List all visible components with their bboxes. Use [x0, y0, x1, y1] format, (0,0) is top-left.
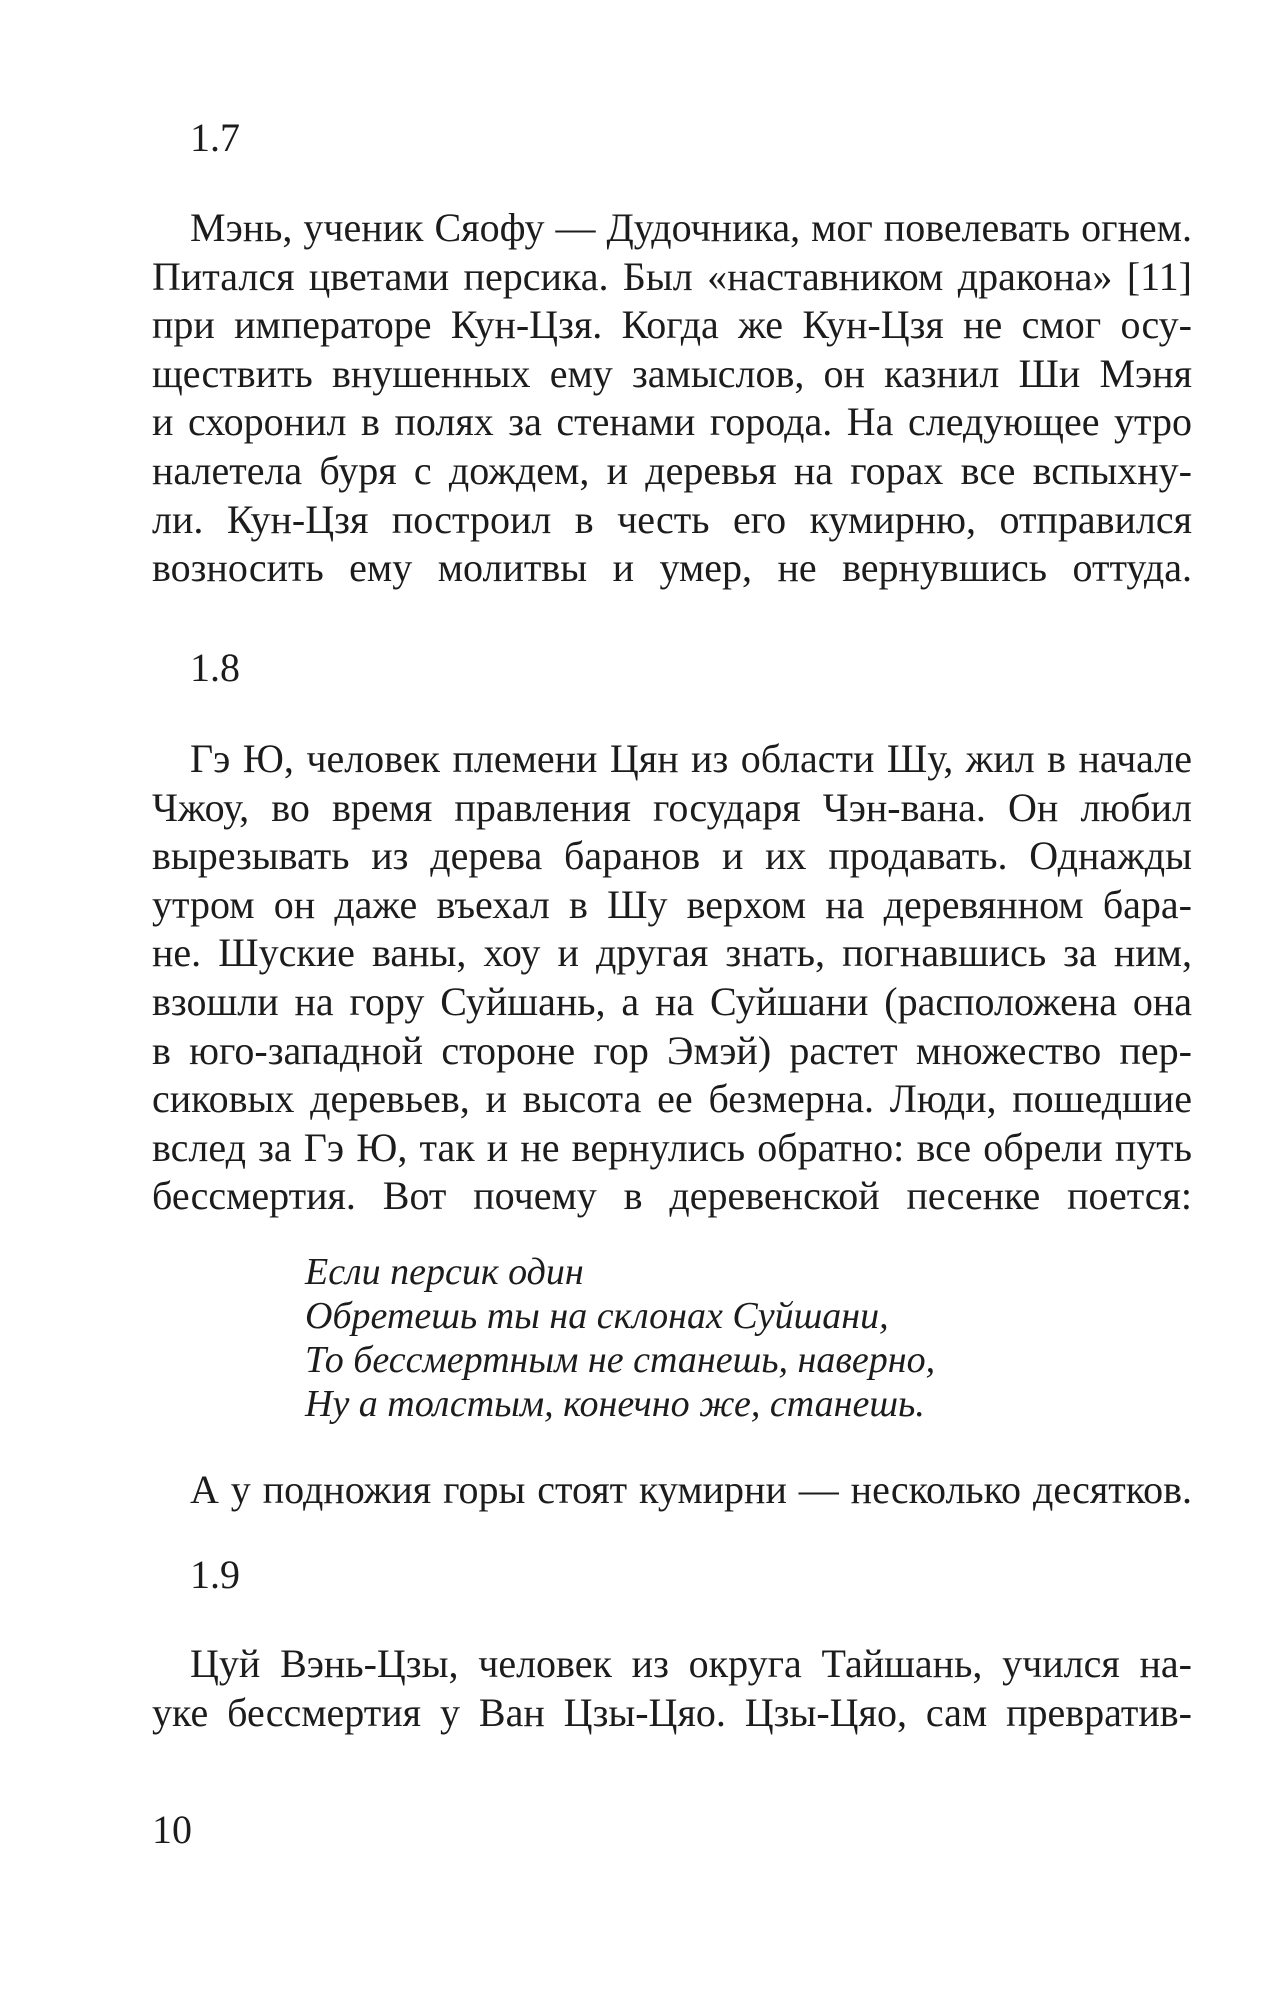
text-line: взошли на гору Суйшань, а на Суйшани (расположена она: [152, 978, 1192, 1024]
text-line: сиковых деревьев, и высота ее безмерна. Люди, пошедшие: [152, 1076, 1192, 1122]
poem-line: То бессмертным не станешь, наверно,: [305, 1339, 936, 1381]
text-line: вырезывать из дерева баранов и их продавать. Однажды: [152, 833, 1192, 879]
text-line: утром он даже въехал в Шу верхом на деревянном бара-: [152, 881, 1192, 927]
text-line: не. Шуские ваны, хоу и другая знать, погнавшись за ним,: [152, 930, 1192, 976]
text-line: Чжоу, во время правления государя Чэн-вана. Он любил: [152, 784, 1192, 830]
page-number: 10: [152, 1807, 192, 1852]
paragraph-after-poem: [152, 1466, 1192, 1515]
text-line: ществить внушенных ему замыслов, он казнил Ши Мэня: [152, 350, 1192, 396]
text-line: в юго-западной стороне гор Эмэй) растет множество пер-: [152, 1027, 1192, 1073]
text-line: Мэнь, ученик Сяофу — Дудочника, мог повелевать огнем.: [190, 205, 1192, 250]
text-line: при императоре Кун-Цзя. Когда же Кун-Цзя не смог осу-: [152, 302, 1192, 348]
paragraph-1-9: [152, 1640, 1192, 1737]
text-line: ли. Кун-Цзя построил в честь его кумирню, отправился: [152, 496, 1192, 542]
text-line: возносить ему молитвы и умер, не вернувшись оттуда.: [152, 545, 1192, 591]
text-line: Гэ Ю, человек племени Цян из области Шу, жил в начале: [190, 736, 1192, 781]
section-number-1-9: 1.9: [190, 1552, 240, 1597]
paragraph-1-8: [152, 735, 1192, 1221]
poem-line: Если персик один: [305, 1251, 584, 1293]
text-line: бессмертия. Вот почему в деревенской песенке поется:: [152, 1173, 1192, 1219]
paragraph-1-7: [152, 204, 1192, 593]
poem-line: Ну а толстым, конечно же, станешь.: [305, 1383, 925, 1425]
text-line: Питался цветами персика. Был «наставником дракона» [11]: [152, 253, 1192, 299]
text-line: и схоронил в полях за стенами города. На следующее утро: [152, 399, 1192, 445]
section-number-1-7: 1.7: [190, 115, 240, 160]
poem-line: Обретешь ты на склонах Суйшани,: [305, 1295, 889, 1337]
section-number-1-8: 1.8: [190, 645, 240, 690]
text-line: Цуй Вэнь-Цзы, человек из округа Тайшань, учился на-: [190, 1641, 1192, 1686]
text-line: А у подножия горы стоят кумирни — несколько десятков.: [190, 1467, 1192, 1512]
text-line: налетела буря с дождем, и деревья на горах все вспыхну-: [152, 447, 1192, 493]
text-line: вслед за Гэ Ю, так и не вернулись обратно: все обрели путь: [152, 1124, 1192, 1170]
text-line: уке бессмертия у Ван Цзы-Цяо. Цзы-Цяо, сам превратив-: [152, 1689, 1192, 1735]
poem-block: [305, 1250, 935, 1426]
